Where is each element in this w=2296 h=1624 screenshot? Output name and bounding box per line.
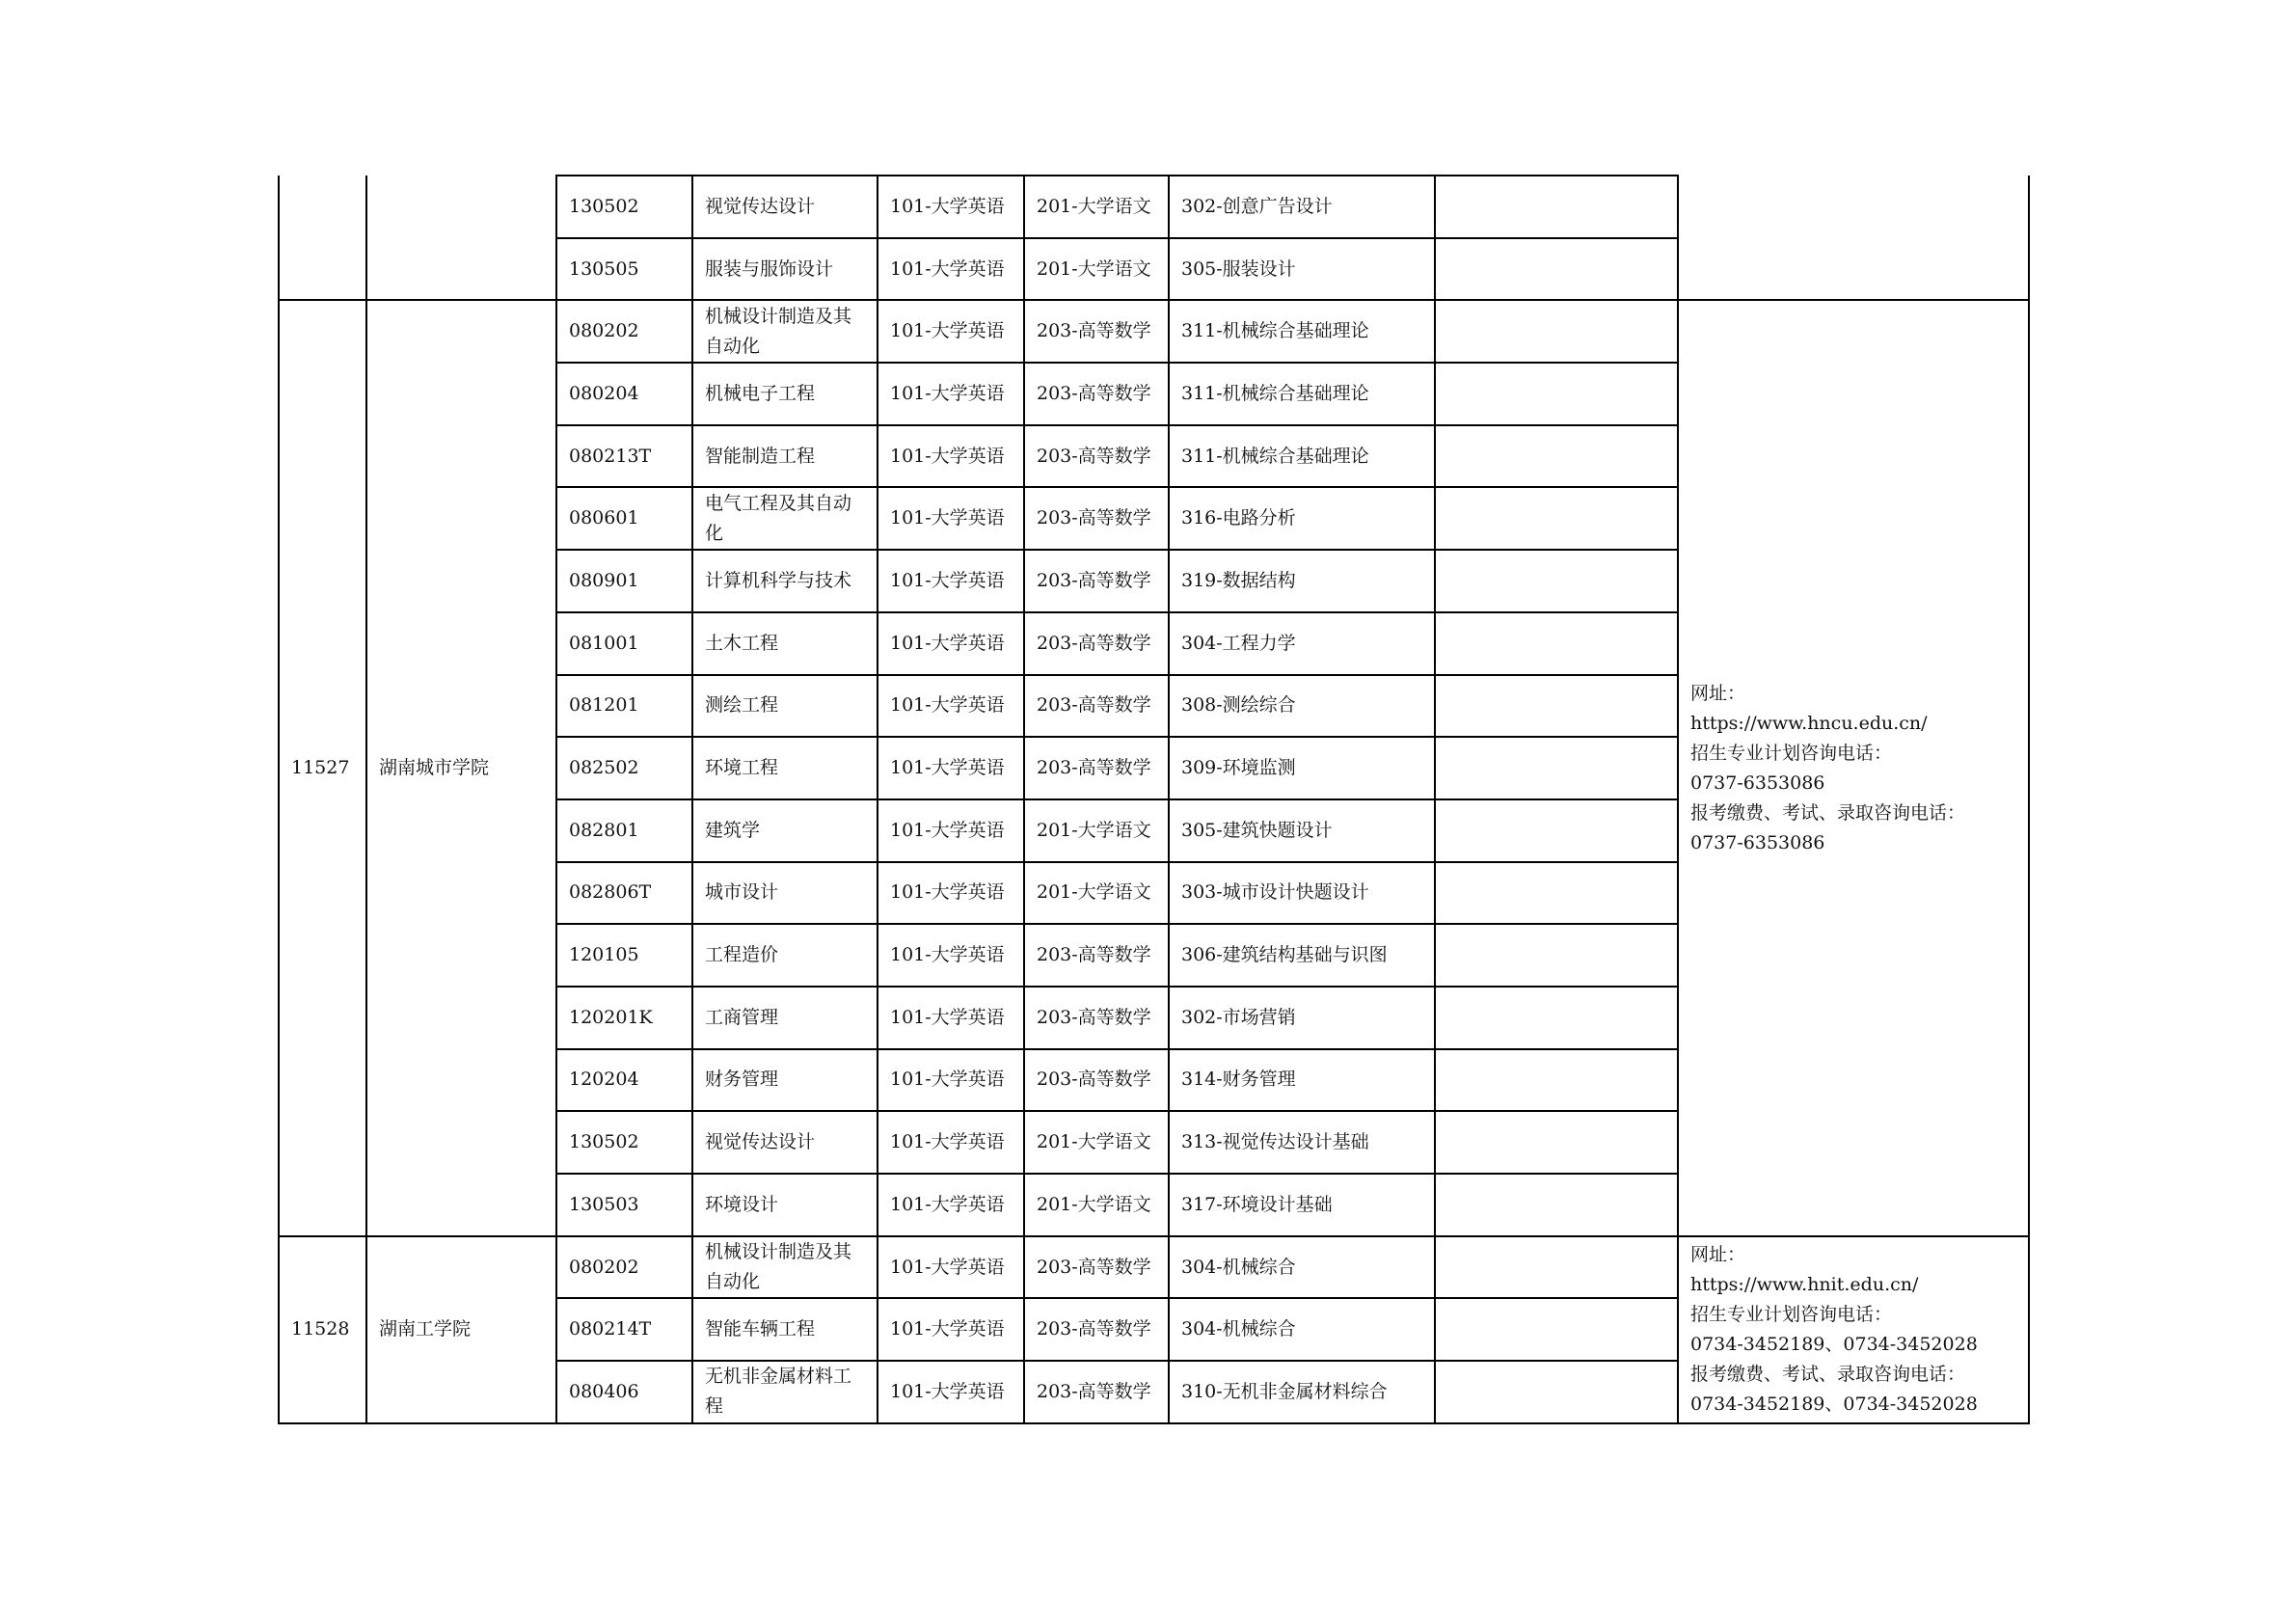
remarks-cell [1435,862,1678,925]
exam-subject-3-cell: 314-财务管理 [1169,1049,1435,1112]
remarks-cell [1435,238,1678,301]
exam-subject-1-cell: 101-大学英语 [878,176,1024,238]
remarks-cell [1435,1174,1678,1236]
major-code-cell: 130505 [556,238,692,301]
major-code-cell: 130502 [556,1111,692,1174]
exam-subject-3-cell: 303-城市设计快题设计 [1169,862,1435,925]
major-code-cell: 120201K [556,987,692,1049]
exam-subject-2-cell: 203-高等数学 [1024,737,1169,799]
exam-subject-1-cell: 101-大学英语 [878,862,1024,925]
contact-info-line: 报考缴费、考试、录取咨询电话： [1690,801,1966,824]
exam-subject-2-cell: 203-高等数学 [1024,1236,1169,1299]
major-code-cell: 130503 [556,1174,692,1236]
remarks-cell [1435,799,1678,862]
exam-subject-2-cell: 201-大学语文 [1024,1111,1169,1174]
table-row [279,176,2029,238]
exam-subject-1-cell: 101-大学英语 [878,487,1024,550]
exam-subject-2-cell: 203-高等数学 [1024,425,1169,488]
major-name-cell: 土木工程 [692,612,878,675]
remarks-cell [1435,363,1678,425]
exam-subject-3-cell: 310-无机非金属材料综合 [1169,1361,1435,1423]
contact-info-line: https://www.hncu.edu.cn/ [1690,712,1928,734]
contact-info-cell [1678,1236,2029,1423]
major-name-cell: 工商管理 [692,987,878,1049]
major-name-cell: 无机非金属材料工程 [692,1361,878,1423]
major-name-cell: 电气工程及其自动化 [692,487,878,550]
remarks-cell [1435,1236,1678,1299]
major-code-cell: 130502 [556,176,692,238]
contact-info-line: 0734-3452189、0734-3452028 [1690,1393,1978,1415]
admissions-table [278,175,2030,1424]
exam-subject-1-cell: 101-大学英语 [878,425,1024,488]
major-code-cell: 081201 [556,675,692,738]
exam-subject-2-cell: 203-高等数学 [1024,300,1169,363]
major-code-cell: 080406 [556,1361,692,1423]
major-name-cell: 机械设计制造及其自动化 [692,1236,878,1299]
major-name-cell: 计算机科学与技术 [692,550,878,612]
exam-subject-3-cell: 313-视觉传达设计基础 [1169,1111,1435,1174]
contact-info-line: 0737-6353086 [1690,831,1825,853]
major-code-cell: 082806T [556,862,692,925]
exam-subject-3-cell: 311-机械综合基础理论 [1169,425,1435,488]
exam-subject-2-cell: 201-大学语文 [1024,862,1169,925]
exam-subject-2-cell: 201-大学语文 [1024,238,1169,301]
exam-subject-1-cell: 101-大学英语 [878,363,1024,425]
remarks-cell [1435,1049,1678,1112]
exam-subject-3-cell: 308-测绘综合 [1169,675,1435,738]
remarks-cell [1435,612,1678,675]
exam-subject-2-cell: 203-高等数学 [1024,550,1169,612]
exam-subject-3-cell: 304-机械综合 [1169,1236,1435,1299]
exam-subject-2-cell: 203-高等数学 [1024,1298,1169,1361]
exam-subject-3-cell: 304-机械综合 [1169,1298,1435,1361]
contact-info-line: 网址： [1690,682,1746,704]
contact-info-cell [1678,176,2029,300]
contact-info-line: 招生专业计划咨询电话： [1690,1303,1893,1325]
contact-info-line: https://www.hnit.edu.cn/ [1690,1273,1919,1295]
major-name-cell: 测绘工程 [692,675,878,738]
remarks-cell [1435,176,1678,238]
exam-subject-1-cell: 101-大学英语 [878,1298,1024,1361]
contact-info-line: 网址： [1690,1243,1746,1265]
exam-subject-1-cell: 101-大学英语 [878,300,1024,363]
remarks-cell [1435,487,1678,550]
exam-subject-2-cell: 203-高等数学 [1024,1361,1169,1423]
major-code-cell: 080601 [556,487,692,550]
major-name-cell: 财务管理 [692,1049,878,1112]
exam-subject-3-cell: 306-建筑结构基础与识图 [1169,924,1435,987]
exam-subject-3-cell: 302-市场营销 [1169,987,1435,1049]
exam-subject-1-cell: 101-大学英语 [878,238,1024,301]
school-code-cell: 11528 [279,1236,366,1423]
exam-subject-2-cell: 201-大学语文 [1024,1174,1169,1236]
major-name-cell: 机械设计制造及其自动化 [692,300,878,363]
major-code-cell: 120204 [556,1049,692,1112]
remarks-cell [1435,1111,1678,1174]
exam-subject-1-cell: 101-大学英语 [878,1111,1024,1174]
major-name-cell: 环境设计 [692,1174,878,1236]
remarks-cell [1435,550,1678,612]
contact-info-line: 招生专业计划咨询电话： [1690,742,1893,764]
contact-info-line: 0734-3452189、0734-3452028 [1690,1333,1978,1355]
exam-subject-2-cell: 203-高等数学 [1024,1049,1169,1112]
contact-info-line: 报考缴费、考试、录取咨询电话： [1690,1363,1966,1385]
school-name-cell: 湖南工学院 [366,1236,556,1423]
remarks-cell [1435,924,1678,987]
exam-subject-3-cell: 305-建筑快题设计 [1169,799,1435,862]
major-code-cell: 081001 [556,612,692,675]
remarks-cell [1435,675,1678,738]
major-name-cell: 城市设计 [692,862,878,925]
remarks-cell [1435,987,1678,1049]
contact-info-line: 0737-6353086 [1690,771,1825,794]
major-code-cell: 080202 [556,300,692,363]
exam-subject-2-cell: 203-高等数学 [1024,987,1169,1049]
exam-subject-2-cell: 203-高等数学 [1024,675,1169,738]
remarks-cell [1435,300,1678,363]
exam-subject-3-cell: 309-环境监测 [1169,737,1435,799]
major-name-cell: 服装与服饰设计 [692,238,878,301]
major-name-cell: 工程造价 [692,924,878,987]
school-code-cell: 11527 [279,300,366,1235]
exam-subject-2-cell: 201-大学语文 [1024,176,1169,238]
table-body [279,176,2029,1423]
exam-subject-1-cell: 101-大学英语 [878,1361,1024,1423]
exam-subject-2-cell: 203-高等数学 [1024,487,1169,550]
major-code-cell: 080214T [556,1298,692,1361]
remarks-cell [1435,425,1678,488]
table-row [279,1236,2029,1299]
exam-subject-1-cell: 101-大学英语 [878,550,1024,612]
exam-subject-3-cell: 311-机械综合基础理论 [1169,300,1435,363]
school-name-cell [366,176,556,300]
exam-subject-3-cell: 317-环境设计基础 [1169,1174,1435,1236]
remarks-cell [1435,1361,1678,1423]
major-code-cell: 080204 [556,363,692,425]
major-name-cell: 建筑学 [692,799,878,862]
major-code-cell: 080213T [556,425,692,488]
exam-subject-3-cell: 311-机械综合基础理论 [1169,363,1435,425]
exam-subject-1-cell: 101-大学英语 [878,1236,1024,1299]
exam-subject-2-cell: 203-高等数学 [1024,612,1169,675]
contact-info-cell [1678,300,2029,1235]
exam-subject-3-cell: 302-创意广告设计 [1169,176,1435,238]
major-code-cell: 080901 [556,550,692,612]
exam-subject-1-cell: 101-大学英语 [878,1174,1024,1236]
school-code-cell [279,176,366,300]
exam-subject-1-cell: 101-大学英语 [878,799,1024,862]
exam-subject-1-cell: 101-大学英语 [878,612,1024,675]
exam-subject-1-cell: 101-大学英语 [878,737,1024,799]
major-code-cell: 082801 [556,799,692,862]
exam-subject-1-cell: 101-大学英语 [878,1049,1024,1112]
exam-subject-1-cell: 101-大学英语 [878,675,1024,738]
major-code-cell: 080202 [556,1236,692,1299]
major-code-cell: 120105 [556,924,692,987]
exam-subject-2-cell: 203-高等数学 [1024,363,1169,425]
exam-subject-3-cell: 304-工程力学 [1169,612,1435,675]
exam-subject-3-cell: 316-电路分析 [1169,487,1435,550]
major-name-cell: 环境工程 [692,737,878,799]
major-name-cell: 智能制造工程 [692,425,878,488]
major-name-cell: 机械电子工程 [692,363,878,425]
major-name-cell: 视觉传达设计 [692,1111,878,1174]
exam-subject-1-cell: 101-大学英语 [878,987,1024,1049]
remarks-cell [1435,737,1678,799]
major-name-cell: 智能车辆工程 [692,1298,878,1361]
major-name-cell: 视觉传达设计 [692,176,878,238]
exam-subject-1-cell: 101-大学英语 [878,924,1024,987]
exam-subject-3-cell: 319-数据结构 [1169,550,1435,612]
school-name-cell: 湖南城市学院 [366,300,556,1235]
table-row [279,300,2029,363]
exam-subject-2-cell: 203-高等数学 [1024,924,1169,987]
exam-subject-3-cell: 305-服装设计 [1169,238,1435,301]
major-code-cell: 082502 [556,737,692,799]
exam-subject-2-cell: 201-大学语文 [1024,799,1169,862]
remarks-cell [1435,1298,1678,1361]
